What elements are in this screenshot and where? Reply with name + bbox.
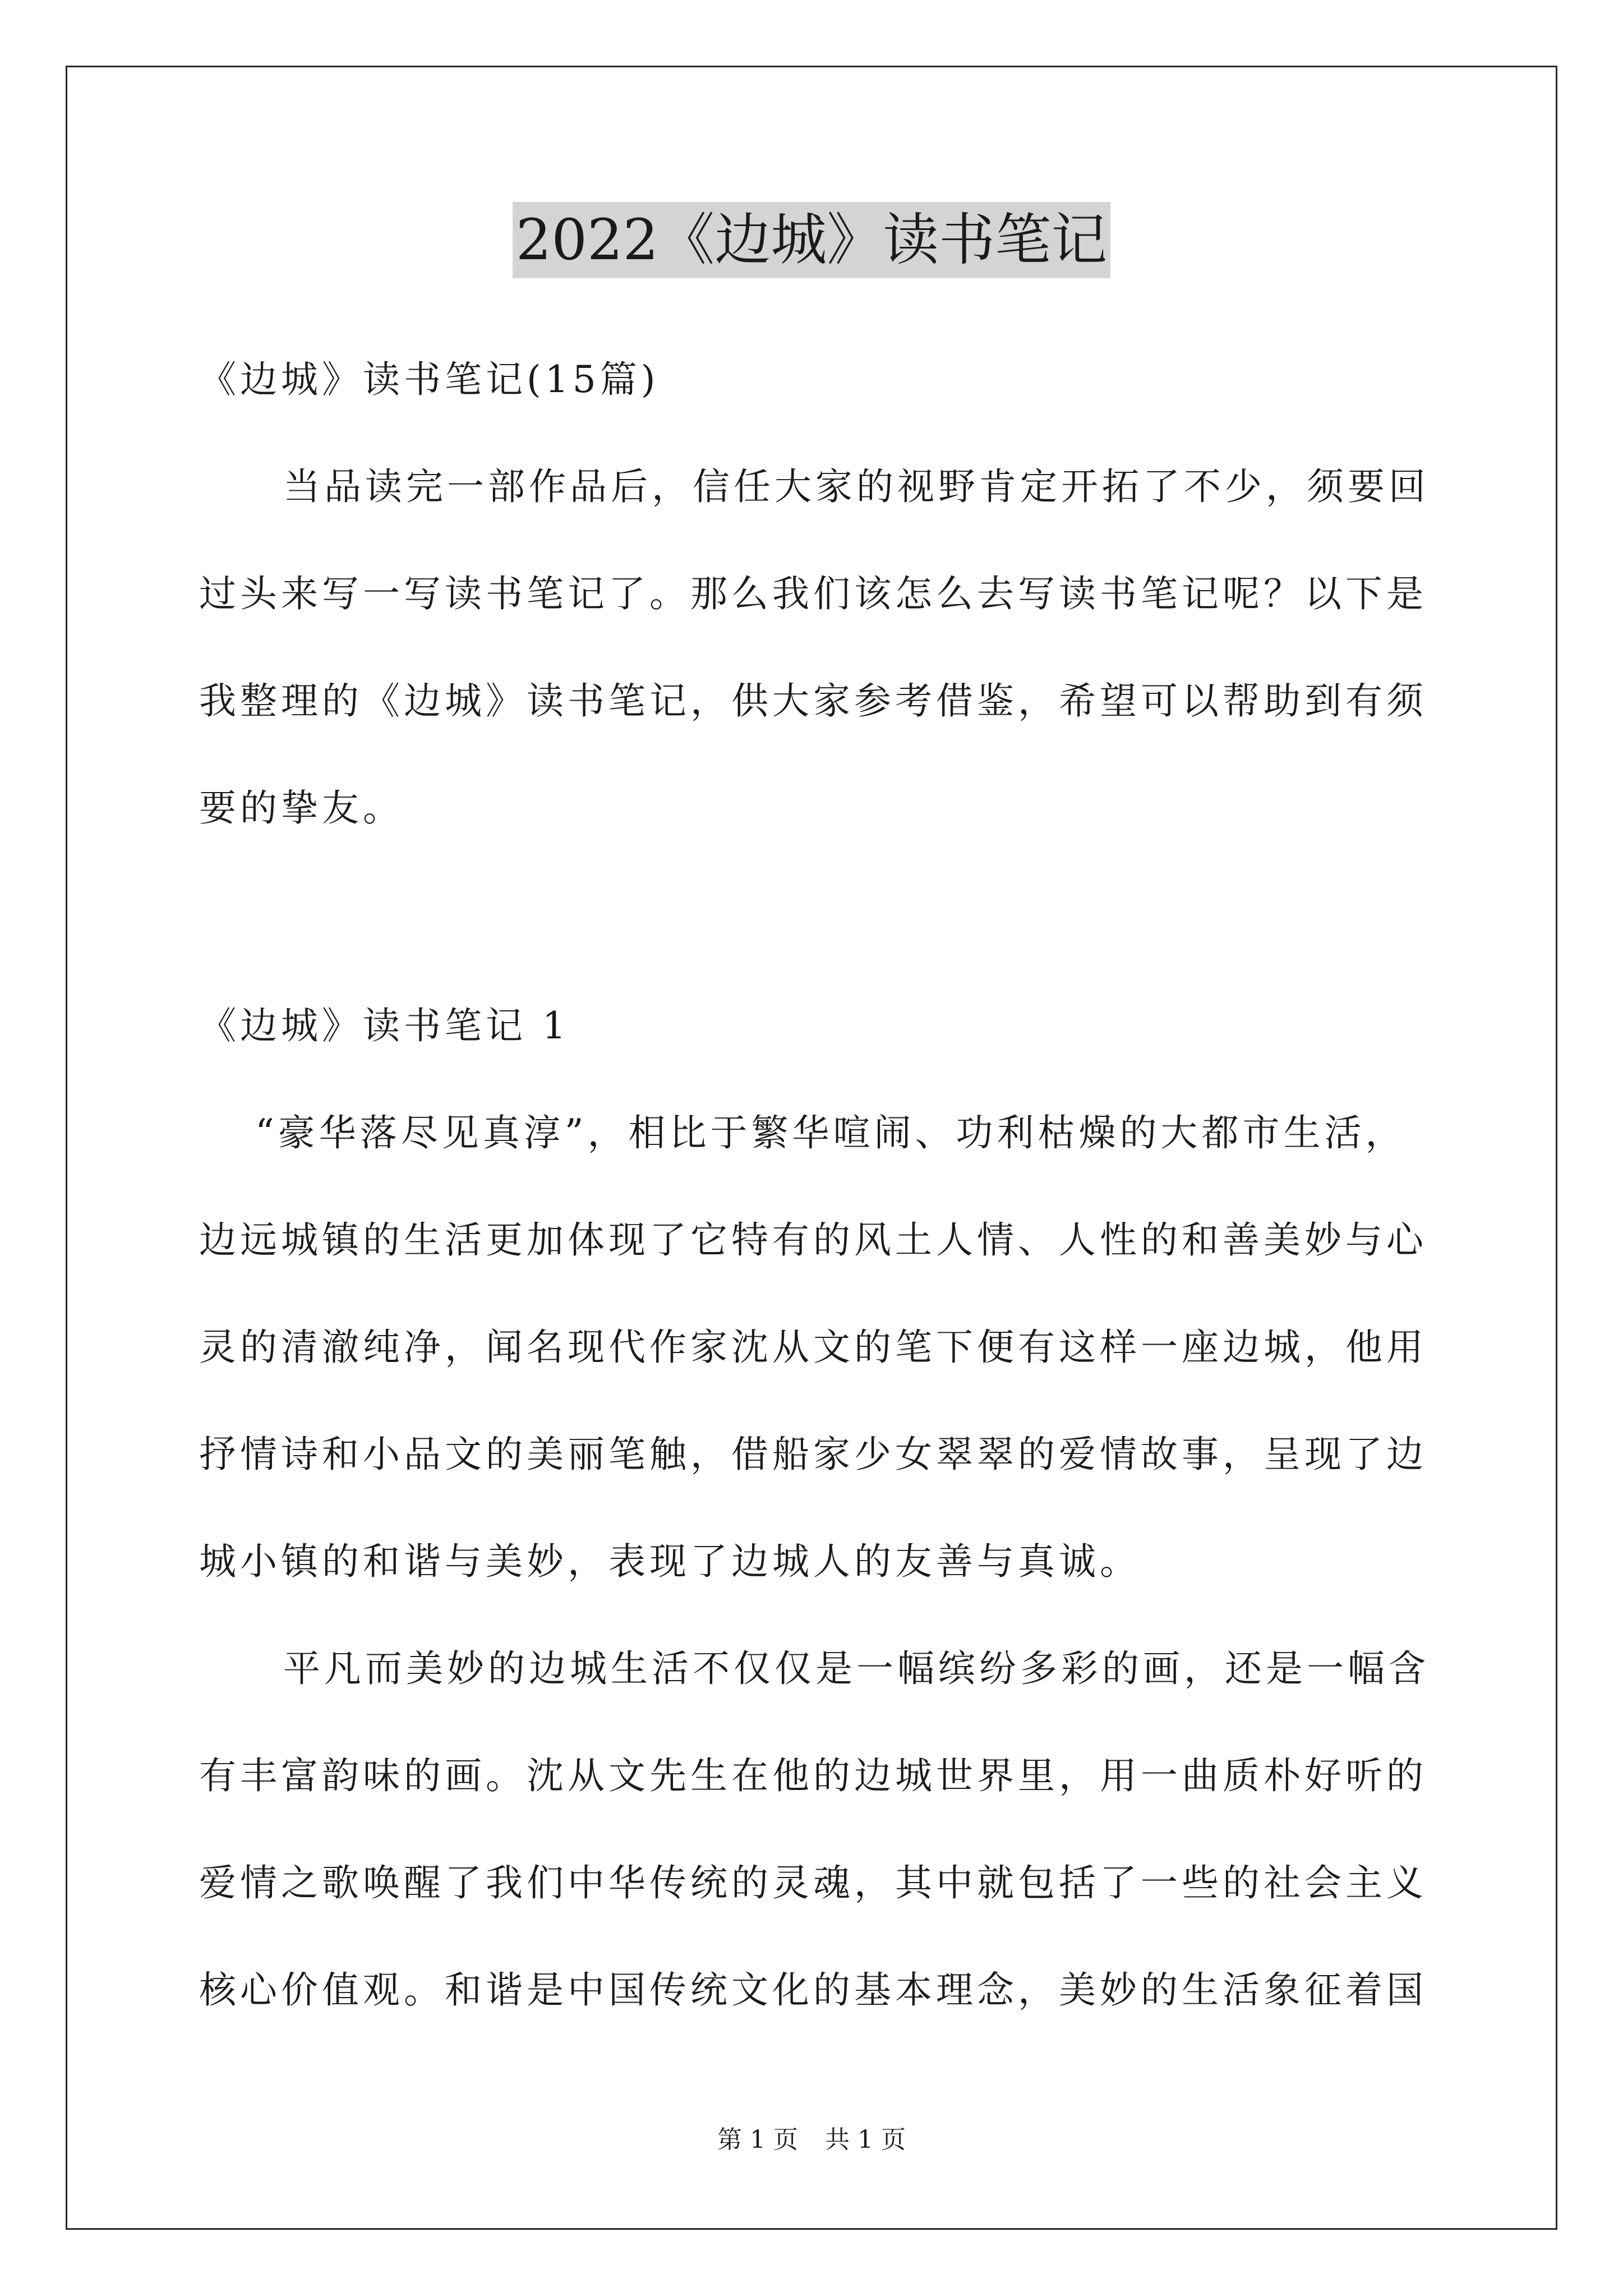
page-footer bbox=[0, 2123, 1623, 2157]
document-title: 2022《边城》读书笔记 bbox=[513, 202, 1111, 278]
title-container bbox=[0, 202, 1623, 278]
paragraph-line: 爱情之歌唤醒了我们中华传统的灵魂，其中就包括了一些的社会主义 bbox=[199, 1861, 1427, 1904]
document-subtitle: 《边城》读书笔记(15篇) bbox=[199, 358, 660, 401]
intro-line: 我整理的《边城》读书笔记，供大家参考借鉴，希望可以帮助到有须 bbox=[199, 679, 1427, 723]
page-number: 第 1 页 bbox=[717, 2125, 798, 2154]
section-heading: 《边城》读书笔记 1 bbox=[199, 1004, 570, 1047]
paragraph-line: 边远城镇的生活更加体现了它特有的风土人情、人性的和善美妙与心 bbox=[199, 1218, 1427, 1262]
paragraph-line: 灵的清澈纯净，闻名现代作家沈从文的笔下便有这样一座边城，他用 bbox=[199, 1326, 1427, 1369]
paragraph-line: 有丰富韵味的画。沈从文先生在他的边城世界里，用一曲质朴好听的 bbox=[199, 1754, 1427, 1797]
intro-line: 当品读完一部作品后，信任大家的视野肯定开拓了不少，须要回 bbox=[283, 465, 1430, 508]
intro-line: 要的挚友。 bbox=[199, 786, 404, 830]
paragraph-line: 核心价值观。和谐是中国传统文化的基本理念，美妙的生活象征着国 bbox=[199, 1968, 1427, 2012]
page-total: 共 1 页 bbox=[825, 2125, 906, 2154]
intro-line: 过头来写一写读书笔记了。那么我们该怎么去写读书笔记呢？以下是 bbox=[199, 572, 1427, 615]
paragraph-line: 平凡而美妙的边城生活不仅仅是一幅缤纷多彩的画，还是一幅含 bbox=[283, 1647, 1430, 1690]
paragraph-line: 抒情诗和小品文的美丽笔触，借船家少女翠翠的爱情故事，呈现了边 bbox=[199, 1433, 1427, 1476]
paragraph-line: 城小镇的和谐与美妙，表现了边城人的友善与真诚。 bbox=[199, 1540, 1141, 1583]
paragraph-line: “豪华落尽见真淳”，相比于繁华喧闹、功利枯燥的大都市生活， bbox=[255, 1111, 1407, 1154]
